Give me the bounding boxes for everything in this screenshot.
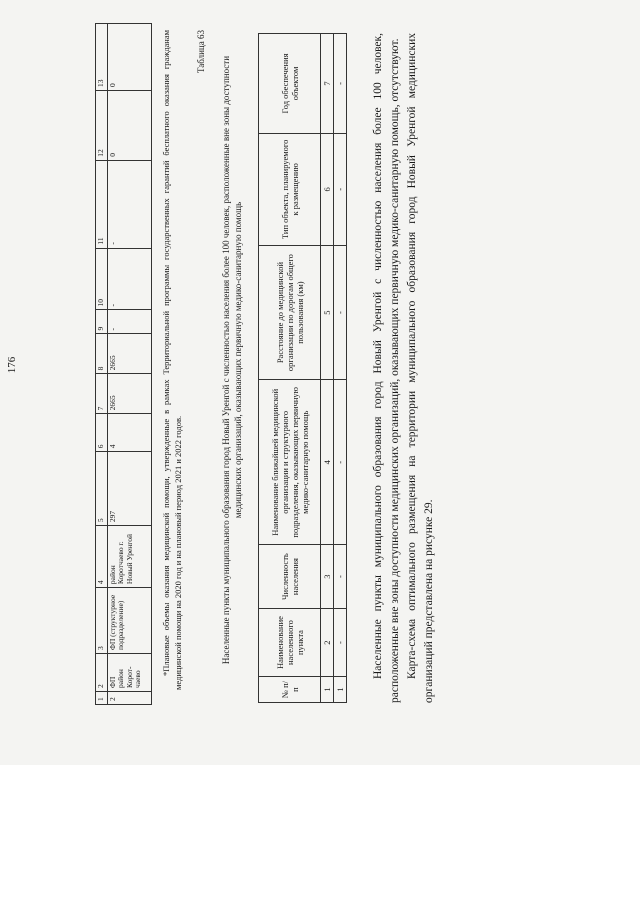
table2-number-cell: 6	[321, 133, 334, 245]
table1-cell: 2	[107, 692, 151, 705]
table2-header-cell: № п/п	[259, 677, 321, 703]
table2-number-cell: 1	[321, 677, 334, 703]
table1-cell: 297	[107, 452, 151, 526]
table2-cell: -	[334, 245, 347, 380]
table2-number-cell: 7	[321, 34, 334, 134]
table2-header-cell: Численность населения	[259, 545, 321, 609]
table1-header-cell: 3	[96, 588, 108, 654]
table1-header-cell: 7	[96, 374, 108, 414]
paragraph-map: Карта-схема оптимального размещения на территории муниципального образования город Новый Уренгой медицинских организаций представлена на рисунке 29.	[406, 33, 435, 703]
table1-header-cell: 4	[96, 526, 108, 588]
table1-cell: 2665	[107, 334, 151, 374]
table1-cell: -	[107, 160, 151, 248]
table1-cell: 4	[107, 414, 151, 452]
table2-row	[334, 34, 347, 703]
table1-header-cell: 5	[96, 452, 108, 526]
table1-cell: -	[107, 248, 151, 310]
table2-cell: -	[334, 133, 347, 245]
table2-header-cell: Наименование населенного пункта	[259, 609, 321, 677]
table2-cell: -	[334, 34, 347, 134]
table2-cell: -	[334, 545, 347, 609]
body-text	[370, 33, 438, 703]
table2-header-row	[259, 34, 321, 703]
table2-cell: -	[334, 380, 347, 545]
table1-cell: район Коротчаево г. Новый Уренгой	[107, 526, 151, 588]
table1-cell: ФП (структурное подразделение)	[107, 588, 151, 654]
footnote: *Плановые объемы оказания медицинской помощи, утвержденные в рамках Территориальной программы государственных гарантий бесплатного оказания гражданам медицинской помощи на 2020 год и на плановый период 2021 и 2022 годов.	[161, 30, 183, 690]
table-caption: Населенные пункты муниципального образования город Новый Уренгой с численностью населения более 100 человек, расположенные вне зоны доступности медицинских организаций, оказывающих первичную медико-санитарную помощь	[221, 55, 243, 665]
page-number: 176	[6, 356, 18, 374]
table1-cell: 0	[107, 90, 151, 160]
table2-number-row	[321, 34, 334, 703]
paragraph-settlements: Населенные пункты муниципального образования город Новый Уренгой с численностью населения более 100 человек, расположенные вне зоны доступности медицинских организаций, оказывающих первичную медико-санитарную помощь, отсутствуют.	[372, 33, 401, 703]
table2-number-cell: 3	[321, 545, 334, 609]
table1-header-cell: 11	[96, 160, 108, 248]
table1-header-row	[96, 24, 108, 705]
table2-header-cell: Тип объекта, планируемого к размещению	[259, 133, 321, 245]
table1-header-cell: 13	[96, 24, 108, 91]
table2-cell: 1	[334, 677, 347, 703]
table1-cell: -	[107, 310, 151, 334]
table1-header-cell: 6	[96, 414, 108, 452]
table1-cell: 2665	[107, 374, 151, 414]
table1-row	[107, 24, 151, 705]
table-continuation	[95, 23, 152, 705]
settlements-table	[258, 33, 347, 703]
table1-header-cell: 10	[96, 248, 108, 310]
table1-cell: 0	[107, 24, 151, 91]
table1-header-cell: 9	[96, 310, 108, 334]
table2-number-cell: 2	[321, 609, 334, 677]
table2-header-cell: Расстояние до медицинской организации по дорогам общего пользования (км)	[259, 245, 321, 380]
table-number: Таблица 63	[196, 30, 206, 73]
table1-header-cell: 12	[96, 90, 108, 160]
table1-header-cell: 2	[96, 654, 108, 692]
table2-number-cell: 5	[321, 245, 334, 380]
table2-header-cell: Год обеспечения объектом	[259, 34, 321, 134]
table2-header-cell: Наименование ближайшей медицинской организации и структурного подразделения, оказывающих первичную медико-санитарную помощь	[259, 380, 321, 545]
table2-cell: -	[334, 609, 347, 677]
table1-header-cell: 1	[96, 692, 108, 705]
table1-header-cell: 8	[96, 334, 108, 374]
table2-number-cell: 4	[321, 380, 334, 545]
table1-cell: ФП район Корот-чаево	[107, 654, 151, 692]
